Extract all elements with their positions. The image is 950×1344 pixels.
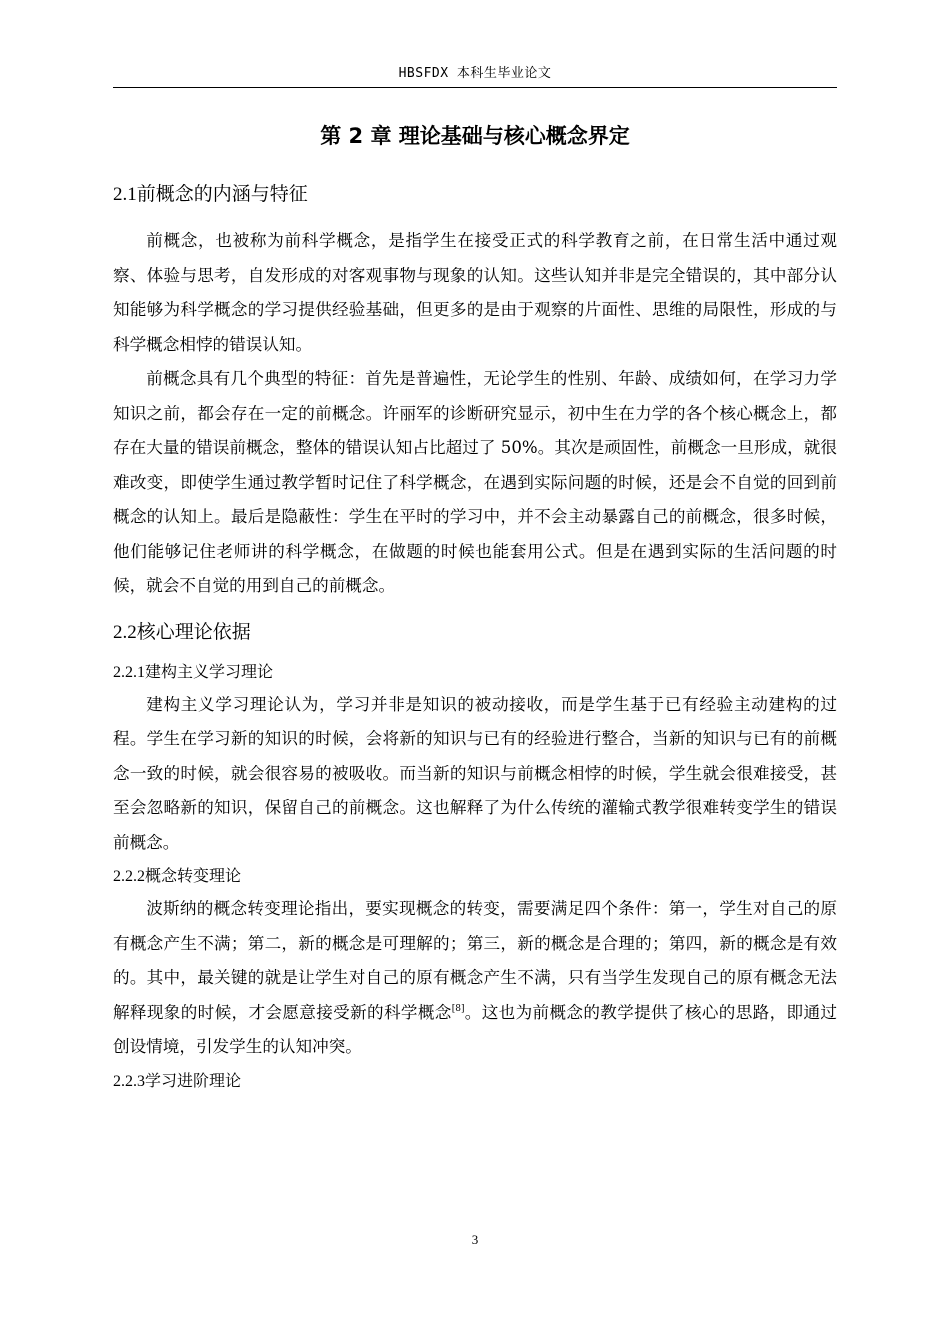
page-number: 3 (471, 1232, 479, 1247)
paragraph: 前概念具有几个典型的特征：首先是普遍性，无论学生的性别、年龄、成绩如何，在学习力学知识之前，都会存在一定的前概念。许丽军的诊断研究显示，初中生在力学的各个核心概念上，都存在大量的错误前概念，整体的错误认知占比超过了 50%。其次是顽固性，前概念一旦形成，就很难改变，即使学生通过教学暂时记住了科学概念，在遇到实际问题的时候，还是会不自觉的回到前概念的认知上。最后是隐蔽性：学生在平时的学习中，并不会主动暴露自己的前概念，很多时候，他们能够记住老师讲的科学概念，在做题的时候也能套用公式。但是在遇到实际的生活问题的时候，就会不自觉的用到自己的前概念。 (113, 369, 837, 595)
subsection-number: 2.2.3 (113, 1072, 145, 1090)
subsection-heading-2-2-2 (113, 860, 837, 892)
citation-ref: [8] (451, 1003, 465, 1014)
section-title: 前概念的内涵与特征 (136, 183, 308, 205)
section-heading-2-2 (113, 614, 837, 650)
subsection-number: 2.2.2 (113, 868, 145, 885)
paragraph: 前概念，也被称为前科学概念，是指学生在接受正式的科学教育之前，在日常生活中通过观察、体验与思考，自发形成的对客观事物与现象的认知。这些认知并非是完全错误的，其中部分认知能够为科学概念的学习提供经验基础，但更多的是由于观察的片面性、思维的局限性，形成的与科学概念相悖的错误认知。 (113, 231, 837, 354)
subsection-title: 概念转变理论 (145, 866, 242, 885)
section-heading-2-1 (113, 176, 837, 212)
subsection-heading-2-2-3 (113, 1065, 837, 1097)
section-title: 核心理论依据 (136, 620, 251, 643)
running-header: HBSFDX 本科生毕业论文 (113, 62, 837, 88)
section-number: 2.2 (113, 621, 137, 643)
page-content (113, 112, 837, 1097)
subsection-heading-2-2-1 (113, 656, 837, 688)
paragraph-text: 波斯纳的概念转变理论指出，要实现概念的转变，需要满足四个条件：第一，学生对自己的原有概念产生不满；第二，新的概念是可理解的；第三，新的概念是合理的；第四，新的概念是有效的。其中，最关键的就是让学生对自己的原有概念产生不满，只有当学生发现自己的原有概念无法解释现象的时候，才会愿意接受新的科学概念 (113, 899, 837, 1022)
subsection-title: 学习进阶理论 (145, 1070, 242, 1090)
chapter-title: 第 2 章 理论基础与核心概念界定 (320, 124, 630, 148)
paragraph: 建构主义学习理论认为，学习并非是知识的被动接收，而是学生基于已有经验主动建构的过程。学生在学习新的知识的时候，会将新的知识与已有的经验进行整合，当新的知识与已有的前概念一致的时候，就会很容易的被吸收。而当新的知识与前概念相悖的时候，学生就会很难接受，甚至会忽略新的知识，保留自己的前概念。这也解释了为什么传统的灌输式教学很难转变学生的错误前概念。 (113, 694, 837, 852)
paragraph-text: 。这也为前概念的教学提供了核心的思路，即通过创设情境，引发学生的认知冲突。 (113, 1002, 838, 1056)
section-number: 2.1 (113, 184, 137, 205)
subsection-title: 建构主义学习理论 (145, 661, 274, 681)
subsection-number: 2.2.1 (113, 663, 145, 681)
paragraph (113, 892, 837, 1065)
